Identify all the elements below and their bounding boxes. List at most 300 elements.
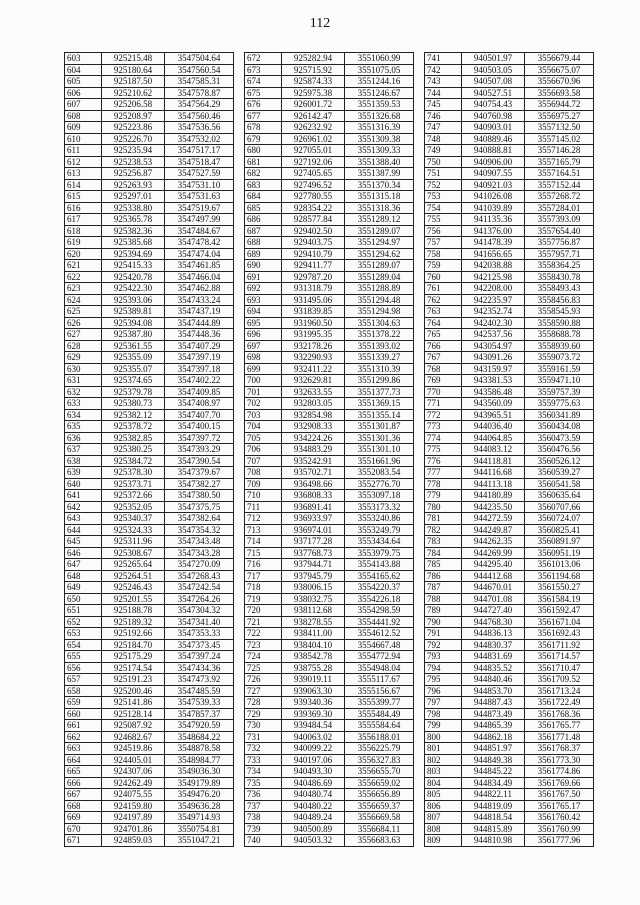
table-row (425, 789, 594, 801)
x-coordinate-cell: 943560.09 (462, 398, 525, 410)
x-coordinate-cell: 944887.43 (462, 697, 525, 709)
point-number-cell: 677 (245, 110, 282, 122)
table-row (425, 536, 594, 548)
point-number-cell: 673 (245, 64, 282, 76)
table-row (65, 340, 234, 352)
y-coordinate-cell: 3547527.59 (165, 168, 234, 180)
table-row (425, 639, 594, 651)
table-row (65, 168, 234, 180)
point-number-cell: 746 (425, 110, 462, 122)
x-coordinate-cell: 938006.15 (282, 582, 345, 594)
y-coordinate-cell: 3551047.21 (165, 835, 234, 847)
table-row (65, 823, 234, 835)
y-coordinate-cell: 3551661.96 (345, 455, 414, 467)
point-number-cell: 606 (65, 87, 102, 99)
y-coordinate-cell: 3554220.37 (345, 582, 414, 594)
point-number-cell: 699 (245, 363, 282, 375)
table-row (245, 582, 414, 594)
y-coordinate-cell: 3551075.05 (345, 64, 414, 76)
point-number-cell: 770 (425, 386, 462, 398)
x-coordinate-cell: 940889.46 (462, 133, 525, 145)
y-coordinate-cell: 3561713.24 (525, 685, 594, 697)
point-number-cell: 727 (245, 685, 282, 697)
y-coordinate-cell: 3551294.98 (345, 306, 414, 318)
y-coordinate-cell: 3551289.04 (345, 271, 414, 283)
y-coordinate-cell: 3547466.04 (165, 271, 234, 283)
x-coordinate-cell: 931995.35 (282, 329, 345, 341)
point-number-cell: 665 (65, 766, 102, 778)
x-coordinate-cell: 925263.93 (102, 179, 165, 191)
x-coordinate-cell: 939340.36 (282, 697, 345, 709)
x-coordinate-cell: 944249.87 (462, 524, 525, 536)
y-coordinate-cell: 3551288.89 (345, 283, 414, 295)
x-coordinate-cell: 944295.40 (462, 559, 525, 571)
table-row (425, 432, 594, 444)
point-number-cell: 756 (425, 225, 462, 237)
x-coordinate-cell: 941135.36 (462, 214, 525, 226)
y-coordinate-cell: 3547270.09 (165, 559, 234, 571)
point-number-cell: 780 (425, 501, 462, 513)
y-coordinate-cell: 3561769.66 (525, 777, 594, 789)
x-coordinate-cell: 943965.51 (462, 409, 525, 421)
y-coordinate-cell: 3560434.08 (525, 421, 594, 433)
table-row (425, 99, 594, 111)
x-coordinate-cell: 925338.80 (102, 202, 165, 214)
y-coordinate-cell: 3549714.93 (165, 812, 234, 824)
y-coordinate-cell: 3547461.85 (165, 260, 234, 272)
point-number-cell: 807 (425, 812, 462, 824)
x-coordinate-cell: 944830.37 (462, 639, 525, 651)
table-row (245, 616, 414, 628)
table-row (425, 133, 594, 145)
y-coordinate-cell: 3547474.04 (165, 248, 234, 260)
point-number-cell: 783 (425, 536, 462, 548)
table-row (425, 294, 594, 306)
y-coordinate-cell: 3547578.87 (165, 87, 234, 99)
table-row (245, 605, 414, 617)
table-row (245, 743, 414, 755)
x-coordinate-cell: 925340.37 (102, 513, 165, 525)
x-coordinate-cell: 925226.70 (102, 133, 165, 145)
x-coordinate-cell: 944865.39 (462, 720, 525, 732)
x-coordinate-cell: 934224.26 (282, 432, 345, 444)
y-coordinate-cell: 3560541.58 (525, 478, 594, 490)
table-row (425, 651, 594, 663)
x-coordinate-cell: 925189.32 (102, 616, 165, 628)
x-coordinate-cell: 925264.51 (102, 570, 165, 582)
table-row (245, 513, 414, 525)
x-coordinate-cell: 925380.25 (102, 444, 165, 456)
x-coordinate-cell: 944412.68 (462, 570, 525, 582)
y-coordinate-cell: 3547539.33 (165, 697, 234, 709)
y-coordinate-cell: 3559471.10 (525, 375, 594, 387)
y-coordinate-cell: 3547397.19 (165, 352, 234, 364)
x-coordinate-cell: 939063.30 (282, 685, 345, 697)
table-row (65, 283, 234, 295)
table-row (65, 145, 234, 157)
x-coordinate-cell: 944831.69 (462, 651, 525, 663)
y-coordinate-cell: 3556683.63 (345, 835, 414, 847)
x-coordinate-cell: 940527.51 (462, 87, 525, 99)
table-row (65, 375, 234, 387)
point-number-cell: 784 (425, 547, 462, 559)
y-coordinate-cell: 3557146.28 (525, 145, 594, 157)
x-coordinate-cell: 924701.86 (102, 823, 165, 835)
x-coordinate-cell: 925297.01 (102, 191, 165, 203)
point-number-cell: 703 (245, 409, 282, 421)
x-coordinate-cell: 941376.00 (462, 225, 525, 237)
point-number-cell: 719 (245, 593, 282, 605)
table-row (245, 421, 414, 433)
table-row (245, 283, 414, 295)
x-coordinate-cell: 925355.07 (102, 363, 165, 375)
x-coordinate-cell: 934883.29 (282, 444, 345, 456)
point-number-cell: 668 (65, 800, 102, 812)
y-coordinate-cell: 3558590.88 (525, 317, 594, 329)
y-coordinate-cell: 3560891.97 (525, 536, 594, 548)
point-number-cell: 803 (425, 766, 462, 778)
table-row (245, 835, 414, 847)
x-coordinate-cell: 937768.73 (282, 547, 345, 559)
point-number-cell: 613 (65, 168, 102, 180)
point-number-cell: 715 (245, 547, 282, 559)
x-coordinate-cell: 944853.70 (462, 685, 525, 697)
point-number-cell: 773 (425, 421, 462, 433)
point-number-cell: 685 (245, 202, 282, 214)
table-row (245, 455, 414, 467)
x-coordinate-cell: 942125.98 (462, 271, 525, 283)
point-number-cell: 658 (65, 685, 102, 697)
table-row (425, 283, 594, 295)
table-row (245, 214, 414, 226)
x-coordinate-cell: 925355.09 (102, 352, 165, 364)
y-coordinate-cell: 3547448.36 (165, 329, 234, 341)
x-coordinate-cell: 925188.78 (102, 605, 165, 617)
y-coordinate-cell: 3556679.44 (525, 53, 594, 65)
x-coordinate-cell: 925385.68 (102, 237, 165, 249)
x-coordinate-cell: 925380.73 (102, 398, 165, 410)
point-number-cell: 690 (245, 260, 282, 272)
point-number-cell: 632 (65, 386, 102, 398)
point-number-cell: 792 (425, 639, 462, 651)
table-row (65, 478, 234, 490)
table-row (425, 352, 594, 364)
point-number-cell: 729 (245, 708, 282, 720)
table-row (245, 789, 414, 801)
table-row (425, 398, 594, 410)
table-row (245, 76, 414, 88)
y-coordinate-cell: 3560724.07 (525, 513, 594, 525)
x-coordinate-cell: 938411.00 (282, 628, 345, 640)
table-row (245, 444, 414, 456)
x-coordinate-cell: 942402.30 (462, 317, 525, 329)
point-number-cell: 724 (245, 651, 282, 663)
table-row (65, 754, 234, 766)
table-row (245, 754, 414, 766)
point-number-cell: 795 (425, 674, 462, 686)
y-coordinate-cell: 3549636.28 (165, 800, 234, 812)
table-row (65, 513, 234, 525)
point-number-cell: 733 (245, 754, 282, 766)
table-row (65, 237, 234, 249)
point-number-cell: 655 (65, 651, 102, 663)
x-coordinate-cell: 925324.33 (102, 524, 165, 536)
x-coordinate-cell: 940903.01 (462, 122, 525, 134)
x-coordinate-cell: 925393.06 (102, 294, 165, 306)
x-coordinate-cell: 937944.71 (282, 559, 345, 571)
point-number-cell: 653 (65, 628, 102, 640)
x-coordinate-cell: 925389.81 (102, 306, 165, 318)
x-coordinate-cell: 942352.74 (462, 306, 525, 318)
y-coordinate-cell: 3551309.33 (345, 145, 414, 157)
x-coordinate-cell: 925208.97 (102, 110, 165, 122)
y-coordinate-cell: 3547536.56 (165, 122, 234, 134)
x-coordinate-cell: 944840.46 (462, 674, 525, 686)
y-coordinate-cell: 3556188.01 (345, 731, 414, 743)
point-number-cell: 630 (65, 363, 102, 375)
x-coordinate-cell: 940507.08 (462, 76, 525, 88)
x-coordinate-cell: 925308.67 (102, 547, 165, 559)
point-number-cell: 639 (65, 467, 102, 479)
x-coordinate-cell: 944873.49 (462, 708, 525, 720)
x-coordinate-cell: 925378.30 (102, 467, 165, 479)
y-coordinate-cell: 3561777.96 (525, 835, 594, 847)
table-row (245, 524, 414, 536)
table-row (425, 800, 594, 812)
x-coordinate-cell: 938278.55 (282, 616, 345, 628)
y-coordinate-cell: 3549476.20 (165, 789, 234, 801)
point-number-cell: 718 (245, 582, 282, 594)
point-number-cell: 805 (425, 789, 462, 801)
y-coordinate-cell: 3551326.68 (345, 110, 414, 122)
point-number-cell: 747 (425, 122, 462, 134)
point-number-cell: 696 (245, 329, 282, 341)
y-coordinate-cell: 3549036.30 (165, 766, 234, 778)
table-row (245, 478, 414, 490)
table-row (245, 317, 414, 329)
x-coordinate-cell: 925180.64 (102, 64, 165, 76)
table-row (65, 674, 234, 686)
x-coordinate-cell: 925352.05 (102, 501, 165, 513)
coordinate-tables (64, 52, 594, 847)
x-coordinate-cell: 943381.53 (462, 375, 525, 387)
point-number-cell: 726 (245, 674, 282, 686)
x-coordinate-cell: 939369.30 (282, 708, 345, 720)
table-row (65, 432, 234, 444)
x-coordinate-cell: 944835.52 (462, 662, 525, 674)
point-number-cell: 737 (245, 800, 282, 812)
table-row (425, 317, 594, 329)
point-number-cell: 680 (245, 145, 282, 157)
point-number-cell: 763 (425, 306, 462, 318)
x-coordinate-cell: 944810.98 (462, 835, 525, 847)
point-number-cell: 612 (65, 156, 102, 168)
y-coordinate-cell: 3547242.54 (165, 582, 234, 594)
table-row (245, 467, 414, 479)
point-number-cell: 689 (245, 248, 282, 260)
x-coordinate-cell: 944727.40 (462, 605, 525, 617)
x-coordinate-cell: 924197.89 (102, 812, 165, 824)
table-row (65, 202, 234, 214)
table-row (425, 386, 594, 398)
y-coordinate-cell: 3551244.16 (345, 76, 414, 88)
y-coordinate-cell: 3547407.29 (165, 340, 234, 352)
y-coordinate-cell: 3561773.30 (525, 754, 594, 766)
y-coordinate-cell: 3551393.02 (345, 340, 414, 352)
x-coordinate-cell: 925141.86 (102, 697, 165, 709)
y-coordinate-cell: 3549179.89 (165, 777, 234, 789)
point-number-cell: 616 (65, 202, 102, 214)
point-number-cell: 736 (245, 789, 282, 801)
table-row (425, 444, 594, 456)
table-row (65, 260, 234, 272)
table-row (425, 202, 594, 214)
y-coordinate-cell: 3551369.15 (345, 398, 414, 410)
x-coordinate-cell: 925238.53 (102, 156, 165, 168)
point-number-cell: 771 (425, 398, 462, 410)
table-row (65, 133, 234, 145)
table-row (245, 53, 414, 65)
y-coordinate-cell: 3560476.56 (525, 444, 594, 456)
point-number-cell: 721 (245, 616, 282, 628)
y-coordinate-cell: 3551339.27 (345, 352, 414, 364)
y-coordinate-cell: 3547353.33 (165, 628, 234, 640)
y-coordinate-cell: 3556944.72 (525, 99, 594, 111)
table-row (425, 191, 594, 203)
y-coordinate-cell: 3547390.54 (165, 455, 234, 467)
table-row (425, 467, 594, 479)
y-coordinate-cell: 3561767.50 (525, 789, 594, 801)
point-number-cell: 751 (425, 168, 462, 180)
point-number-cell: 647 (65, 559, 102, 571)
x-coordinate-cell: 944851.97 (462, 743, 525, 755)
table-row (65, 616, 234, 628)
y-coordinate-cell: 3554612.52 (345, 628, 414, 640)
y-coordinate-cell: 3557145.02 (525, 133, 594, 145)
point-number-cell: 608 (65, 110, 102, 122)
x-coordinate-cell: 931318.79 (282, 283, 345, 295)
x-coordinate-cell: 929410.79 (282, 248, 345, 260)
point-number-cell: 731 (245, 731, 282, 743)
x-coordinate-cell: 925215.48 (102, 53, 165, 65)
point-number-cell: 806 (425, 800, 462, 812)
point-number-cell: 788 (425, 593, 462, 605)
x-coordinate-cell: 925175.29 (102, 651, 165, 663)
y-coordinate-cell: 3556684.11 (345, 823, 414, 835)
x-coordinate-cell: 925715.92 (282, 64, 345, 76)
point-number-cell: 650 (65, 593, 102, 605)
y-coordinate-cell: 3561768.36 (525, 708, 594, 720)
point-number-cell: 739 (245, 823, 282, 835)
table-row (425, 490, 594, 502)
y-coordinate-cell: 3547444.89 (165, 317, 234, 329)
x-coordinate-cell: 925394.69 (102, 248, 165, 260)
table-row (425, 375, 594, 387)
x-coordinate-cell: 926001.72 (282, 99, 345, 111)
x-coordinate-cell: 940489.24 (282, 812, 345, 824)
y-coordinate-cell: 3547560.46 (165, 110, 234, 122)
table-row (65, 720, 234, 732)
y-coordinate-cell: 3547408.97 (165, 398, 234, 410)
y-coordinate-cell: 3556327.83 (345, 754, 414, 766)
table-row (65, 490, 234, 502)
table-row (425, 754, 594, 766)
point-number-cell: 671 (65, 835, 102, 847)
y-coordinate-cell: 3560539.27 (525, 467, 594, 479)
table-row (245, 168, 414, 180)
point-number-cell: 787 (425, 582, 462, 594)
x-coordinate-cell: 932411.22 (282, 363, 345, 375)
y-coordinate-cell: 3551359.53 (345, 99, 414, 111)
point-number-cell: 603 (65, 53, 102, 65)
y-coordinate-cell: 3558545.93 (525, 306, 594, 318)
x-coordinate-cell: 940906.00 (462, 156, 525, 168)
table-row (425, 87, 594, 99)
point-number-cell: 730 (245, 720, 282, 732)
y-coordinate-cell: 3554948.04 (345, 662, 414, 674)
table-row (425, 570, 594, 582)
point-number-cell: 672 (245, 53, 282, 65)
page-number: 112 (309, 16, 331, 31)
y-coordinate-cell: 3547380.50 (165, 490, 234, 502)
x-coordinate-cell: 944118.81 (462, 455, 525, 467)
point-number-cell: 641 (65, 490, 102, 502)
point-number-cell: 626 (65, 317, 102, 329)
x-coordinate-cell: 940503.32 (282, 835, 345, 847)
x-coordinate-cell: 924519.86 (102, 743, 165, 755)
table-row (425, 708, 594, 720)
table-row (425, 662, 594, 674)
table-row (65, 685, 234, 697)
table-row (65, 766, 234, 778)
point-number-cell: 722 (245, 628, 282, 640)
table-row (65, 536, 234, 548)
y-coordinate-cell: 3561013.06 (525, 559, 594, 571)
point-number-cell: 682 (245, 168, 282, 180)
point-number-cell: 609 (65, 122, 102, 134)
x-coordinate-cell: 940921.03 (462, 179, 525, 191)
y-coordinate-cell: 3551289.07 (345, 225, 414, 237)
table-row (245, 651, 414, 663)
y-coordinate-cell: 3547920.59 (165, 720, 234, 732)
x-coordinate-cell: 925387.80 (102, 329, 165, 341)
y-coordinate-cell: 3547531.10 (165, 179, 234, 191)
table-row (425, 743, 594, 755)
x-coordinate-cell: 944849.38 (462, 754, 525, 766)
y-coordinate-cell: 3558939.60 (525, 340, 594, 352)
y-coordinate-cell: 3547341.40 (165, 616, 234, 628)
table-row (65, 409, 234, 421)
y-coordinate-cell: 3551294.97 (345, 237, 414, 249)
x-coordinate-cell: 940493.30 (282, 766, 345, 778)
point-number-cell: 607 (65, 99, 102, 111)
point-number-cell: 723 (245, 639, 282, 651)
x-coordinate-cell: 932803.05 (282, 398, 345, 410)
y-coordinate-cell: 3551060.99 (345, 53, 414, 65)
y-coordinate-cell: 3561692.43 (525, 628, 594, 640)
y-coordinate-cell: 3547264.26 (165, 593, 234, 605)
table-row (65, 501, 234, 513)
x-coordinate-cell: 925235.94 (102, 145, 165, 157)
x-coordinate-cell: 926142.47 (282, 110, 345, 122)
x-coordinate-cell: 925372.66 (102, 490, 165, 502)
y-coordinate-cell: 3551377.73 (345, 386, 414, 398)
y-coordinate-cell: 3557654.40 (525, 225, 594, 237)
x-coordinate-cell: 938542.78 (282, 651, 345, 663)
x-coordinate-cell: 944815.89 (462, 823, 525, 835)
y-coordinate-cell: 3553173.32 (345, 501, 414, 513)
point-number-cell: 774 (425, 432, 462, 444)
